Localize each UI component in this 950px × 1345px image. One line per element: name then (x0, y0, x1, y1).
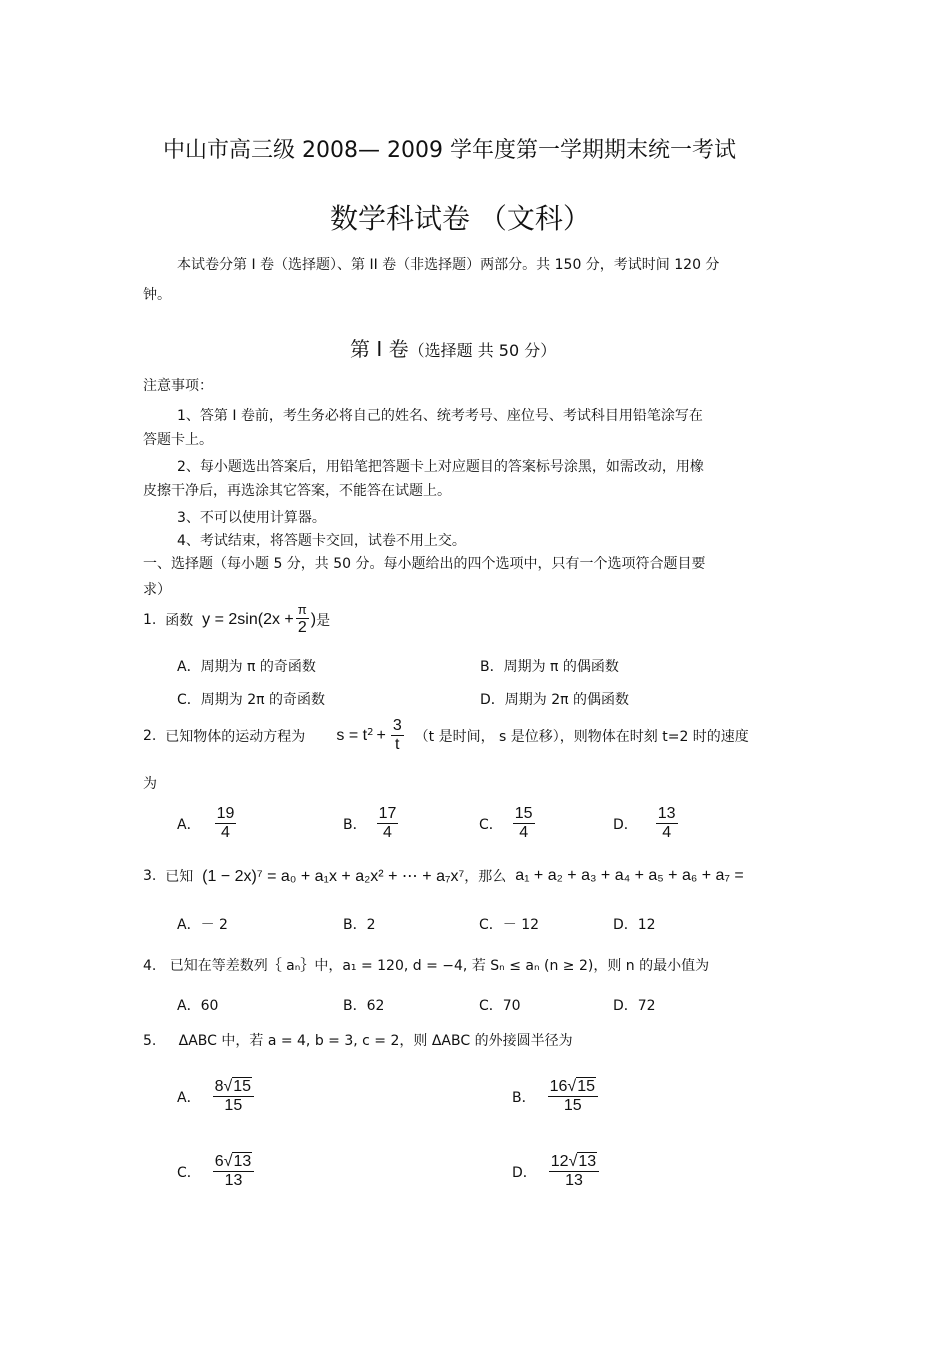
q2-option-d-frac (656, 805, 678, 843)
q5-a-coef: 8 (214, 1078, 224, 1095)
q3-option-d: D．12 (613, 917, 656, 933)
q5-option-b-label: B． (512, 1089, 536, 1106)
q2-option-b-frac (377, 805, 399, 843)
q5-option-d-label: D． (512, 1164, 537, 1181)
q2-number: 2. (143, 727, 157, 744)
q5-b-coef: 16 (549, 1078, 568, 1095)
q1-post: 是 (316, 613, 331, 630)
q4-option-a: A．60 (177, 998, 219, 1014)
q4-option-c: C．70 (479, 998, 521, 1014)
section1-line-1: 一、选择题（每小题 5 分，共 50 分。每小题给出的四个选项中，只有一个选项符合题目要 (143, 556, 706, 572)
q3-mid: ，那么 (464, 869, 507, 885)
intro-line-2: 钟。 (143, 287, 171, 303)
part1-heading (350, 333, 556, 362)
q2-d-num: 13 (656, 805, 678, 824)
q2-d-den: 4 (662, 824, 672, 842)
q4-option-b: B．62 (343, 998, 385, 1014)
q5-d-den: 13 (565, 1172, 583, 1190)
q2-b-num: 17 (377, 805, 399, 824)
q5-d-radicand: 13 (578, 1153, 597, 1170)
q3-expr: (1 − 2x)⁷ = a₀ + a₁x + a₂x² + ⋯ + a₇x⁷ (202, 868, 465, 885)
q2-frac-den: t (395, 736, 400, 754)
q5-c-coef: 6 (214, 1153, 224, 1170)
q2-pre: 已知物体的运动方程为 (165, 728, 306, 745)
note-1a: 1、答第 I 卷前，考生务必将自己的姓名、统考考号、座位号、考试科目用铅笔涂写在 (177, 408, 703, 424)
q5-option-b-frac (548, 1078, 598, 1116)
q1-option-b: B．周期为 π 的偶函数 (480, 659, 619, 675)
q5-c-den: 13 (224, 1172, 243, 1190)
q5-option-c (177, 1153, 256, 1191)
q5-option-d-frac (549, 1153, 599, 1191)
q2-option-c-label: C． (479, 816, 503, 833)
q1-option-a: A．周期为 π 的奇函数 (177, 659, 316, 675)
q2-b-den: 4 (383, 824, 392, 842)
part1-heading-rest: （选择题 共 50 分） (408, 341, 557, 360)
note-1b: 答题卡上。 (143, 432, 213, 448)
q1-option-d: D．周期为 2π 的偶函数 (480, 692, 630, 708)
q5-b-radicand: 15 (577, 1078, 595, 1095)
q3-expr2: a₁ + a₂ + a₃ + a₄ + a₅ + a₆ + a₇ = (515, 867, 744, 884)
q2-option-b-label: B． (343, 816, 367, 833)
q2-option-a (177, 805, 238, 843)
notes-title: 注意事项： (143, 378, 213, 394)
q3-number: 3. (143, 868, 157, 884)
q2-option-d (613, 805, 680, 843)
q5-c-radicand: 13 (233, 1153, 252, 1170)
question-2 (143, 717, 749, 755)
q1-close: ) (310, 611, 317, 629)
q4-text: 已知在等差数列｛ aₙ｝中，a₁ = 120, d = −4, 若 Sₙ ≤ aₙ (n ≥ 2)，则 n 的最小值为 (169, 958, 710, 974)
q3-option-a: A．－ 2 (177, 917, 228, 933)
question-4 (143, 955, 709, 975)
question-3 (143, 866, 744, 886)
question-1 (143, 603, 330, 637)
q2-sup: 2 (367, 727, 374, 738)
q2-frac-num: 3 (391, 717, 404, 736)
q2-expr: s = t (336, 726, 368, 744)
q2-a-num: 19 (215, 805, 237, 824)
note-3: 3、不可以使用计算器。 (177, 510, 326, 526)
q1-number: 1. (143, 612, 157, 629)
q4-number: 4. (143, 958, 157, 974)
q5-b-num: 16√15 (548, 1078, 598, 1097)
q5-c-num: 6√13 (213, 1153, 254, 1172)
q5-option-b (512, 1078, 600, 1116)
exam-subtitle: 数学科试卷 （文科） (330, 202, 591, 235)
section1-line-2: 求） (143, 582, 171, 598)
q2-option-a-frac (215, 805, 237, 843)
q5-option-a (177, 1078, 256, 1116)
q5-option-a-label: A． (177, 1089, 201, 1106)
exam-title: 中山市高三级 2008— 2009 学年度第一学期期末统一考试 (163, 138, 736, 163)
q2-plus: + (376, 726, 386, 744)
q2-post: （t 是时间， s 是位移），则物体在时刻 t=2 时的速度 (414, 728, 749, 745)
q5-option-a-frac (213, 1078, 254, 1116)
q2-c-num: 15 (513, 805, 535, 824)
q4-option-d: D．72 (613, 998, 656, 1014)
q5-b-den: 15 (563, 1097, 582, 1115)
q3-option-c: C．－ 12 (479, 917, 540, 933)
q5-a-den: 15 (224, 1097, 243, 1115)
q5-text: ΔABC 中，若 a = 4, b = 3, c = 2，则 ΔABC 的外接圆半径为 (178, 1033, 573, 1049)
q1-option-c: C．周期为 2π 的奇函数 (177, 692, 326, 708)
q1-frac-num: π (297, 602, 307, 617)
note-2a: 2、每小题选出答案后，用铅笔把答题卡上对应题目的答案标号涂黑，如需改动，用橡 (177, 459, 704, 475)
q5-number: 5. (143, 1033, 157, 1049)
q2-option-c (479, 805, 537, 843)
q2-c-den: 4 (519, 824, 529, 842)
note-2b: 皮擦干净后，再选涂其它答案，不能答在试题上。 (143, 483, 451, 499)
note-4: 4、考试结束，将答题卡交回，试卷不用上交。 (177, 533, 466, 549)
q2-options (177, 805, 717, 855)
q3-option-b: B．2 (343, 917, 376, 933)
q1-frac-den: 2 (297, 618, 307, 636)
q2-a-den: 4 (221, 824, 230, 842)
q2-option-a-label: A． (177, 816, 201, 833)
question-5 (143, 1030, 573, 1050)
q5-option-d (512, 1153, 601, 1191)
q5-d-coef: 12 (550, 1153, 569, 1170)
q1-fraction (296, 603, 309, 637)
q5-a-num: 8√15 (213, 1078, 254, 1097)
part1-heading-bold: 第 I 卷 (350, 337, 409, 361)
q2-fraction (391, 717, 404, 755)
q2-option-b (343, 805, 400, 843)
q5-option-c-frac (213, 1153, 254, 1191)
q5-d-num: 12√13 (549, 1153, 599, 1172)
q1-pre: 函数 (165, 613, 194, 630)
q2-line-2: 为 (143, 776, 157, 792)
q1-expr: y = 2sin(2x + (202, 611, 294, 629)
q5-a-radicand: 15 (233, 1078, 252, 1095)
q2-option-c-frac (513, 805, 535, 843)
q3-pre: 已知 (165, 869, 194, 885)
q2-option-d-label: D． (613, 816, 638, 833)
intro-line-1: 本试卷分第 I 卷（选择题）、第 II 卷（非选择题）两部分。共 150 分，考试时间 120 分 (177, 257, 720, 273)
q5-option-c-label: C． (177, 1164, 201, 1181)
